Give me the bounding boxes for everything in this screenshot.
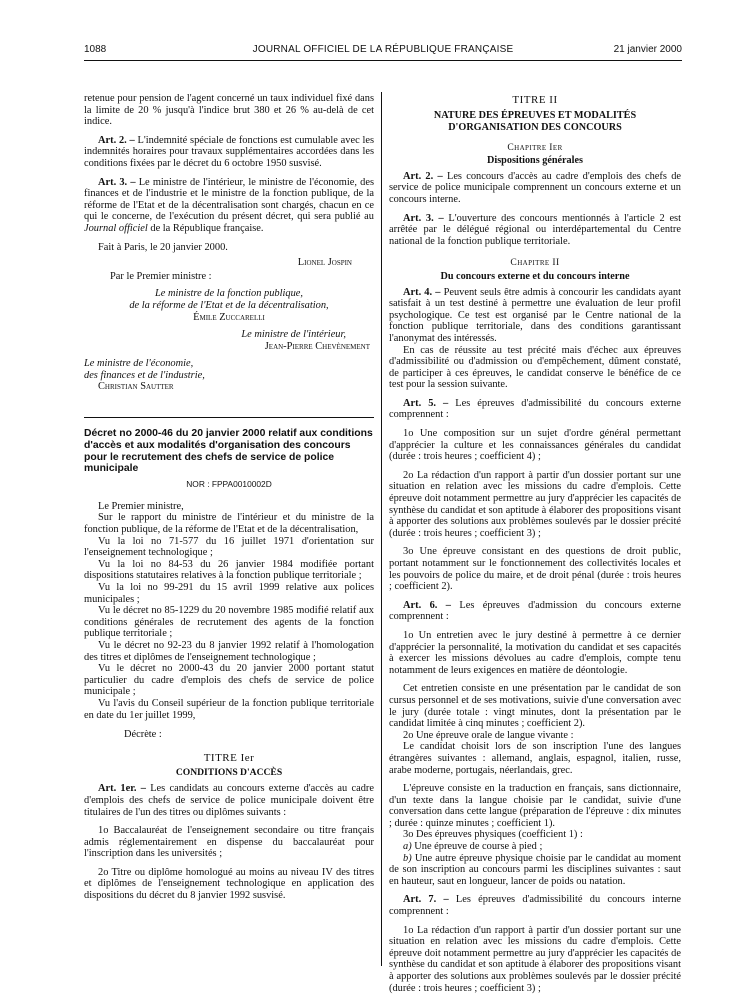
visa: Vu le décret no 85-1229 du 20 novembre 1985 modifié relatif aux conditions générales de recrutement des agents de la fonction publique territoriale ; <box>84 605 374 640</box>
chapitre-2-heading: Chapitre II <box>510 257 560 269</box>
min-eco-line2: des finances et de l'industrie, <box>84 369 205 381</box>
left-column <box>84 93 374 902</box>
article-6-item: 2o Une épreuve orale de langue vivante : <box>403 729 574 741</box>
min-int-line: Le ministre de l'intérieur, <box>241 329 346 341</box>
article-2: Art. 2. – L'indemnité spéciale de fonctions est cumulable avec les indemnités horaires pour travaux supplémentaires accordées dans les conditions fixées par le décret du 6 octobre 1950 susvisé. <box>84 134 375 169</box>
visa: Le Premier ministre, <box>98 500 184 512</box>
column-divider <box>381 92 382 966</box>
article-4: Art. 4. – Peuvent seuls être admis à concourir les candidats ayant satisfait à un test destiné à permettre une évaluation de leur profil psychologique. Ce test est organisé par le Centre national de la fonction publique territoriale, dans des conditions garantissant l'anonymat des intéressés. <box>389 286 682 344</box>
chapitre-2-subheading: Du concours externe et du concours interne <box>440 270 630 282</box>
article-1-item: 1o Baccalauréat de l'enseignement secondaire ou titre français admis réglementairement en dispense du baccalauréat pour l'inscription dans les universités ; <box>84 825 374 860</box>
article-6-item: 3o Des épreuves physiques (coefficient 1) : <box>403 829 583 841</box>
paragraph: retenue pour pension de l'agent concerné un taux individuel fixé dans la limite de 20 % jusqu'à l'indice brut 380 et 26 % au-delà de cet indice. <box>84 93 374 128</box>
visa: Vu l'avis du Conseil supérieur de la fonction publique territoriale en date du 1er juillet 1999, <box>84 697 374 721</box>
chapitre-1-subheading: Dispositions générales <box>487 155 583 167</box>
article-5-item: 3o Une épreuve consistant en des questions de droit public, portant notamment sur le fonctionnement des collectivités locales et les pouvoirs de police du maire, et de droit pénal (durée : trois heures ; coefficient 2). <box>389 546 681 593</box>
signature-jospin: Lionel Jospin <box>297 257 352 269</box>
visa: Vu le décret no 92-23 du 8 janvier 1992 relatif à l'homologation des titres et diplômes de l'enseignement technologique ; <box>84 639 374 663</box>
article-3: Art. 3. – Le ministre de l'intérieur, le ministre de l'économie, des finances et de l'industrie et le ministre de la fonction publique, de la réforme de l'Etat et de la décentralisation sont chargés, chacun en ce qui le concerne, de l'exécution du présent décret, qui sera publié au Journal officiel de la République française. <box>84 176 374 234</box>
article-1: Art. 1er. – Les candidats au concours externe d'accès au cadre d'emplois des chefs de service de police municipale doivent être titulaires de l'un des titres ou diplômes suivants : <box>84 783 374 818</box>
min-fp-line1: Le ministre de la fonction publique, <box>155 288 303 300</box>
sub-item: a) Une épreuve de course à pied ; <box>403 841 543 853</box>
signature-chevenement: Jean-Pierre Chevènement <box>264 340 370 352</box>
nor-reference: NOR : FPPA0010002D <box>186 479 272 490</box>
visa: Vu la loi no 71-577 du 16 juillet 1971 d'orientation sur l'enseignement technologique ; <box>84 535 374 559</box>
min-fp-line2: de la réforme de l'Etat et de la décentralisation, <box>129 299 329 311</box>
article-6-item: 1o Un entretien avec le jury destiné à permettre à ce dernier d'apprécier la personnalité, la motivation du candidat et ses capacités à exercer les missions dévolues au cadre d'emplois, compte tenu notamment de leurs exigences en matière de déontologie. <box>389 629 681 676</box>
chapitre-1-heading: Chapitre Ier <box>507 141 563 153</box>
article-6: Art. 6. – Les épreuves d'admission du concours externe comprennent : <box>389 599 681 623</box>
decree-separator <box>84 417 374 418</box>
sub-item: b) Une autre épreuve physique choisie par le candidat au moment de son inscription au concours parmi les disciplines suivantes : saut en hauteur, saut en longueur, lancer de poids ou natation. <box>389 852 681 887</box>
paragraph: En cas de réussite au test précité mais d'échec aux épreuves d'admissibilité ou d'admission ou d'empêchement, dûment constaté, de participer à ces épreuves, le candidat conserve le bénéfice de ce test pour la session suivante. <box>389 344 681 391</box>
article-7-item: 1o La rédaction d'un rapport à partir d'un dossier portant sur une situation en relation avec les missions du cadre d'emplois. Cette épreuve doit notamment permettre au jury d'apprécier les capacités de synthèse du candidat et son aptitude à élaborer des propositions visant à apporter des solutions aux problèmes soulevés par le dossier précité (durée : trois heures ; coefficient 3) ; <box>389 924 681 994</box>
journal-title: JOURNAL OFFICIEL DE LA RÉPUBLIQUE FRANÇAISE <box>252 44 514 55</box>
article-5-item: 1o Une composition sur un sujet d'ordre général permettant d'apprécier la culture et les connaissances générales du candidat (durée : trois heures ; coefficient 4) ; <box>389 428 681 463</box>
article-5: Art. 5. – Les épreuves d'admissibilité du concours externe comprennent : <box>389 397 681 421</box>
decrete: Décrète : <box>124 729 162 741</box>
par-le-premier-ministre: Par le Premier ministre : <box>110 270 212 282</box>
signature-sautter: Christian Sautter <box>98 381 174 393</box>
titre-2-subheading-1: NATURE DES ÉPREUVES ET MODALITÉS <box>433 109 637 121</box>
header-rule <box>84 60 682 61</box>
paragraph: Cet entretien consiste en une présentation par le candidat de son cursus personnel et de ses motivations, suivie d'une conversation avec le jury (durée totale : vingt minutes, dont la présentation par le candidat limitée à cinq minutes ; coefficient 2). <box>389 683 681 730</box>
titre-1-subheading: CONDITIONS D'ACCÈS <box>175 767 283 779</box>
article-3: Art. 3. – L'ouverture des concours mentionnés à l'article 2 est arrêtée par le délégué régional ou interdépartemental du Centre national de la fonction publique territoriale. <box>389 212 681 247</box>
titre-2-heading: TITRE II <box>512 94 558 106</box>
titre-2-subheading-2: D'ORGANISATION DES CONCOURS <box>448 121 622 133</box>
article-2: Art. 2. – Les concours d'accès au cadre d'emplois des chefs de service de police municipale comprennent un concours externe et un concours interne. <box>389 170 681 205</box>
visa: Vu la loi no 84-53 du 26 janvier 1984 modifiée portant dispositions statutaires relatives à la fonction publique territoriale ; <box>84 558 374 582</box>
min-eco-line1: Le ministre de l'économie, <box>84 358 194 370</box>
article-7: Art. 7. – Les épreuves d'admissibilité du concours interne comprennent : <box>389 894 682 918</box>
signature-zuccarelli: Émile Zuccarelli <box>193 311 265 323</box>
decree-title: Décret no 2000-46 du 20 janvier 2000 relatif aux conditions d'accès et aux modalités d'organisation des concours pour le recrutement des chefs de service de police municipale <box>84 428 373 475</box>
visa: Vu la loi no 99-291 du 15 avril 1999 relative aux polices municipales ; <box>84 582 374 605</box>
article-1-item: 2o Titre ou diplôme homologué au moins au niveau IV des titres et diplômes de l'enseignement technologique en application des dispositions du décret du 8 janvier 1992 susvisé. <box>84 866 374 902</box>
paragraph: Le candidat choisit lors de son inscription l'une des langues étrangères suivantes : allemand, anglais, espagnol, italien, russe, arabe moderne, portugais, néerlandais, grec. <box>389 741 681 776</box>
visa: Sur le rapport du ministre de l'intérieur et du ministre de la fonction publique, de la réforme de l'Etat et de la décentralisation, <box>84 512 374 536</box>
right-column <box>389 93 681 994</box>
paragraph: L'épreuve consiste en la traduction en français, sans dictionnaire, d'un texte dans la langue choisie par le candidat, suivie d'une conversation dans cette langue (préparation de l'épreuve : dix minutes ; durée : quinze minutes ; coefficient 1). <box>389 783 681 829</box>
page-number: 1088 <box>84 44 107 55</box>
article-5-item: 2o La rédaction d'un rapport à partir d'un dossier portant sur une situation en relation avec les missions du cadre d'emplois. Cette épreuve doit notamment permettre au jury d'apprécier les capacités de synthèse du candidat et son aptitude à élaborer des propositions visant à apporter des solutions aux problèmes soulevés par le dossier précité (durée : trois heures ; coefficient 3) ; <box>389 469 681 539</box>
visa: Vu le décret no 2000-43 du 20 janvier 2000 portant statut particulier du cadre d'emplois des chefs de service de police municipale ; <box>84 663 374 698</box>
issue-date: 21 janvier 2000 <box>613 44 682 55</box>
titre-1-heading: TITRE Ier <box>203 751 255 764</box>
fait-a-paris: Fait à Paris, le 20 janvier 2000. <box>98 241 228 253</box>
page-header <box>84 44 682 58</box>
